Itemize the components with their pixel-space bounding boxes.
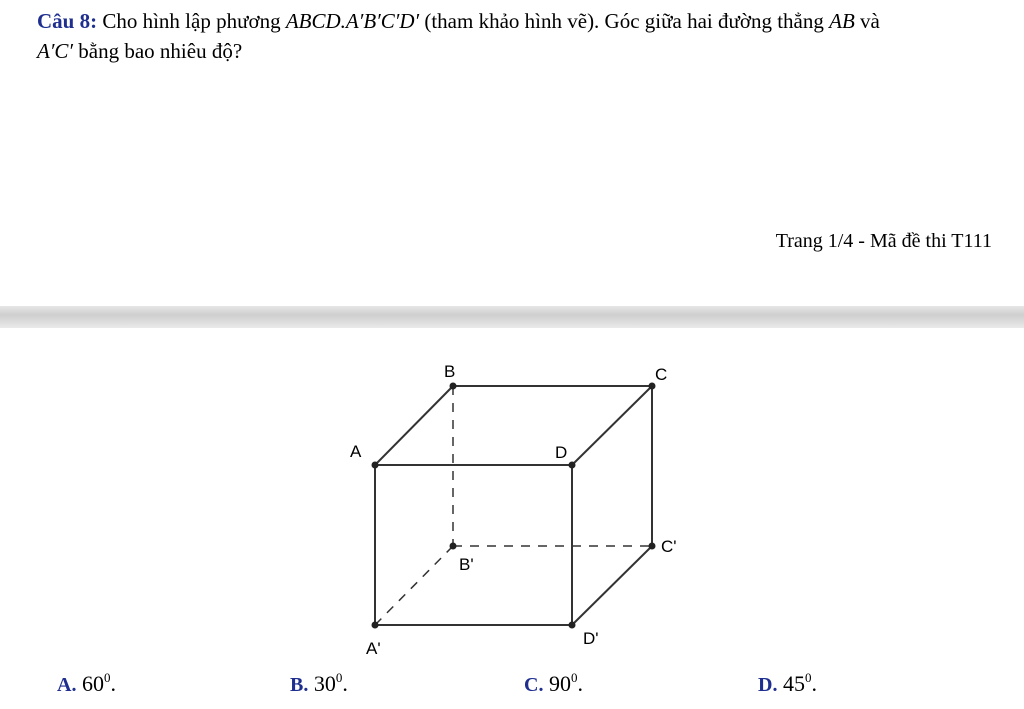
vertex-d: [569, 462, 576, 469]
label-d: D: [555, 443, 568, 462]
label-b-prime: B': [459, 555, 474, 574]
answer-period: .: [110, 671, 116, 696]
vertex-a-prime: [372, 622, 379, 629]
answer-period: .: [342, 671, 348, 696]
label-a: A: [350, 442, 362, 461]
vertex-b: [450, 383, 457, 390]
cube-name: ABCD.A′B′C′D′: [285, 9, 420, 33]
line-a-prime-c-prime: A′C′: [37, 39, 74, 63]
answer-value: 90: [548, 671, 571, 696]
answer-exponent: 0: [570, 670, 578, 685]
label-a-prime: A': [366, 639, 381, 658]
conjunction: và: [860, 9, 880, 33]
answer-value: 60: [81, 671, 104, 696]
question-text: [37, 6, 1002, 66]
question-text-before: Cho hình lập phương: [102, 9, 281, 33]
label-d-prime: D': [583, 629, 599, 648]
edge-a-prime-b-prime: [375, 546, 453, 625]
answer-exponent: 0: [804, 670, 812, 685]
answer-exponent: 0: [103, 670, 111, 685]
answer-letter: B.: [290, 674, 309, 696]
answer-exponent: 0: [335, 670, 343, 685]
page-footer: Trang 1/4 - Mã đề thi T111: [775, 230, 992, 252]
page-separator: [0, 306, 1024, 328]
cube-figure: [0, 328, 1024, 668]
vertex-b-prime: [450, 543, 457, 550]
question-text-after: bằng bao nhiêu độ?: [78, 39, 243, 63]
label-b: B: [444, 362, 456, 381]
answer-value: 45: [782, 671, 805, 696]
answer-options: [0, 670, 1024, 706]
answer-c[interactable]: [524, 670, 583, 697]
line-ab: AB: [829, 9, 855, 33]
answer-period: .: [811, 671, 817, 696]
vertex-c-prime: [649, 543, 656, 550]
edge-ab: [375, 386, 453, 465]
answer-letter: A.: [57, 674, 77, 696]
edge-d-prime-c-prime: [572, 546, 652, 625]
answer-b[interactable]: [290, 670, 348, 697]
answer-d[interactable]: [758, 670, 817, 697]
question-number: Câu 8:: [37, 9, 98, 33]
label-c-prime: C': [661, 537, 677, 556]
answer-letter: D.: [758, 674, 778, 696]
answer-value: 30: [313, 671, 336, 696]
vertex-a: [372, 462, 379, 469]
answer-letter: C.: [524, 674, 544, 696]
edge-cd: [572, 386, 652, 465]
answer-period: .: [577, 671, 583, 696]
answer-a[interactable]: [57, 670, 116, 697]
question-text-middle: (tham khảo hình vẽ). Góc giữa hai đường thẳng: [424, 9, 824, 33]
label-c: C: [655, 365, 668, 384]
vertex-d-prime: [569, 622, 576, 629]
